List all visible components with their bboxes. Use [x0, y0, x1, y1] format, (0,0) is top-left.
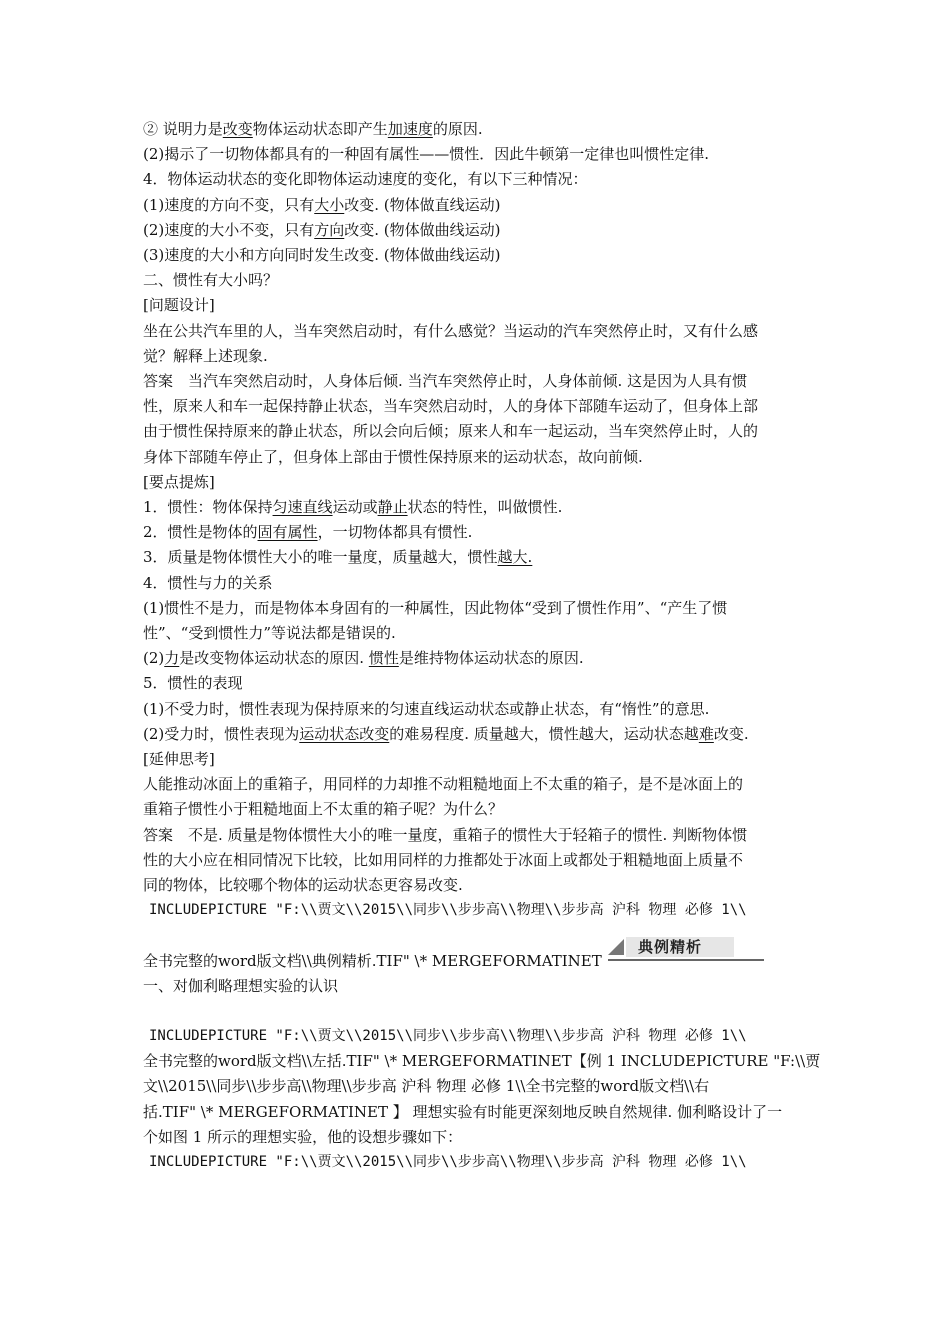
answer-line: 答案 不是. 质量是物体惯性大小的唯一量度，重箱子的惯性大于轻箱子的惯性. 判断物体惯	[143, 825, 748, 844]
banner-triangle-icon	[608, 939, 624, 955]
section-heading: 二、惯性有大小吗？	[143, 271, 279, 290]
numbered-heading: 4．物体运动状态的变化即物体运动速度的变化，有以下三种情况：	[143, 170, 588, 189]
subsection-label: [问题设计]	[143, 296, 215, 315]
text-line: 性”、“受到惯性力”等说法都是错误的.	[143, 624, 396, 643]
field-code-line: 文\\2015\\同步\\步步高\\物理\\步步高 沪科 物理 必修 1\\全书完整的word版文档\\右	[143, 1077, 710, 1096]
text-line: ② 说明力是改变物体运动状态即产生加速度的原因.	[143, 120, 483, 138]
answer-line: 身体下部随车停止了，但身体上部由于惯性保持原来的运动状态，故向前倾.	[143, 447, 643, 466]
text-line: 3．质量是物体惯性大小的唯一量度，质量越大，惯性越大.	[143, 548, 533, 567]
answer-line: 由于惯性保持原来的静止状态，所以会向后倾；原来人和车一起运动，当车突然停止时，人的	[143, 422, 759, 441]
answer-line: 同的物体，比较哪个物体的运动状态更容易改变.	[143, 876, 463, 895]
text-line: 1．惯性：物体保持匀速直线运动或静止状态的特性，叫做惯性.	[143, 498, 563, 517]
text-line: (1)不受力时，惯性表现为保持原来的匀速直线运动状态或静止状态，有“惰性”的意思.	[143, 699, 710, 718]
text-line: (3)速度的大小和方向同时发生改变. (物体做曲线运动)	[143, 246, 501, 265]
text-line: (2)力是改变物体运动状态的原因. 惯性是维持物体运动状态的原因.	[143, 649, 584, 668]
field-code-line: 全书完整的word版文档\\左括.TIF" \* MERGEFORMATINET【例 1 INCLUDEPICTURE "F:\\贾	[143, 1052, 821, 1071]
text-line: (2)速度的大小不变，只有方向改变. (物体做曲线运动)	[143, 220, 501, 239]
subsection-label: [延伸思考]	[143, 750, 215, 769]
field-code-line: INCLUDEPICTURE "F:\\贾文\\2015\\同步\\步步高\\物理\\步步高 沪科 物理 必修 1\\	[149, 1027, 747, 1044]
banner-rule	[608, 959, 764, 961]
field-code-line: INCLUDEPICTURE "F:\\贾文\\2015\\同步\\步步高\\物理\\步步高 沪科 物理 必修 1\\	[149, 1153, 747, 1170]
field-code-line: INCLUDEPICTURE "F:\\贾文\\2015\\同步\\步步高\\物理\\步步高 沪科 物理 必修 1\\	[149, 902, 747, 919]
example-text-line: 括.TIF" \* MERGEFORMATINET 】 理想实验有时能更深刻地反映自然规律. 伽利略设计了一	[143, 1102, 783, 1121]
banner-label: 典例精析	[638, 938, 703, 956]
numbered-heading: 4．惯性与力的关系	[143, 573, 273, 592]
text-line: 坐在公共汽车里的人，当车突然启动时，有什么感觉？当运动的汽车突然停止时，又有什么感	[143, 321, 759, 340]
text-line: 重箱子惯性小于粗糙地面上不太重的箱子呢？为什么？	[143, 800, 504, 819]
answer-line: 性，原来人和车一起保持静止状态，当车突然启动时，人的身体下部随车运动了，但身体上部	[143, 397, 759, 416]
text-line: 2．惯性是物体的固有属性，一切物体都具有惯性.	[143, 523, 473, 542]
text-line: (1)速度的方向不变，只有大小改变. (物体做直线运动)	[143, 195, 501, 214]
example-text-line: 个如图 1 所示的理想实验，他的设想步骤如下：	[143, 1127, 463, 1146]
document-body	[143, 117, 821, 1175]
text-line: (1)惯性不是力，而是物体本身固有的一种属性，因此物体“受到了惯性作用”、“产生了惯	[143, 598, 728, 617]
text-line: (2)受力时，惯性表现为运动状态改变的难易程度. 质量越大，惯性越大，运动状态越难改变.	[143, 724, 749, 743]
numbered-heading: 5．惯性的表现	[143, 674, 243, 693]
section-heading: 一、对伽利略理想实验的认识	[143, 976, 339, 995]
text-line: (2)揭示了一切物体都具有的一种固有属性——惯性．因此牛顿第一定律也叫惯性定律.	[143, 145, 710, 164]
answer-line: 性的大小应在相同情况下比较，比如用同样的力推都处于冰面上或都处于粗糙地面上质量不	[143, 850, 744, 869]
spacer	[143, 999, 813, 1024]
field-code-line: 全书完整的word版文档\\典例精析.TIF" \* MERGEFORMATINET	[143, 951, 602, 970]
text-line: 觉？解释上述现象.	[143, 346, 268, 365]
section-banner	[608, 935, 764, 963]
answer-line: 答案 当汽车突然启动时，人身体后倾. 当汽车突然停止时，人身体前倾. 这是因为人具有惯	[143, 372, 748, 391]
subsection-label: [要点提炼]	[143, 472, 215, 491]
text-line: 人能推动冰面上的重箱子，用同样的力却推不动粗糙地面上不太重的箱子，是不是冰面上的	[143, 775, 744, 794]
